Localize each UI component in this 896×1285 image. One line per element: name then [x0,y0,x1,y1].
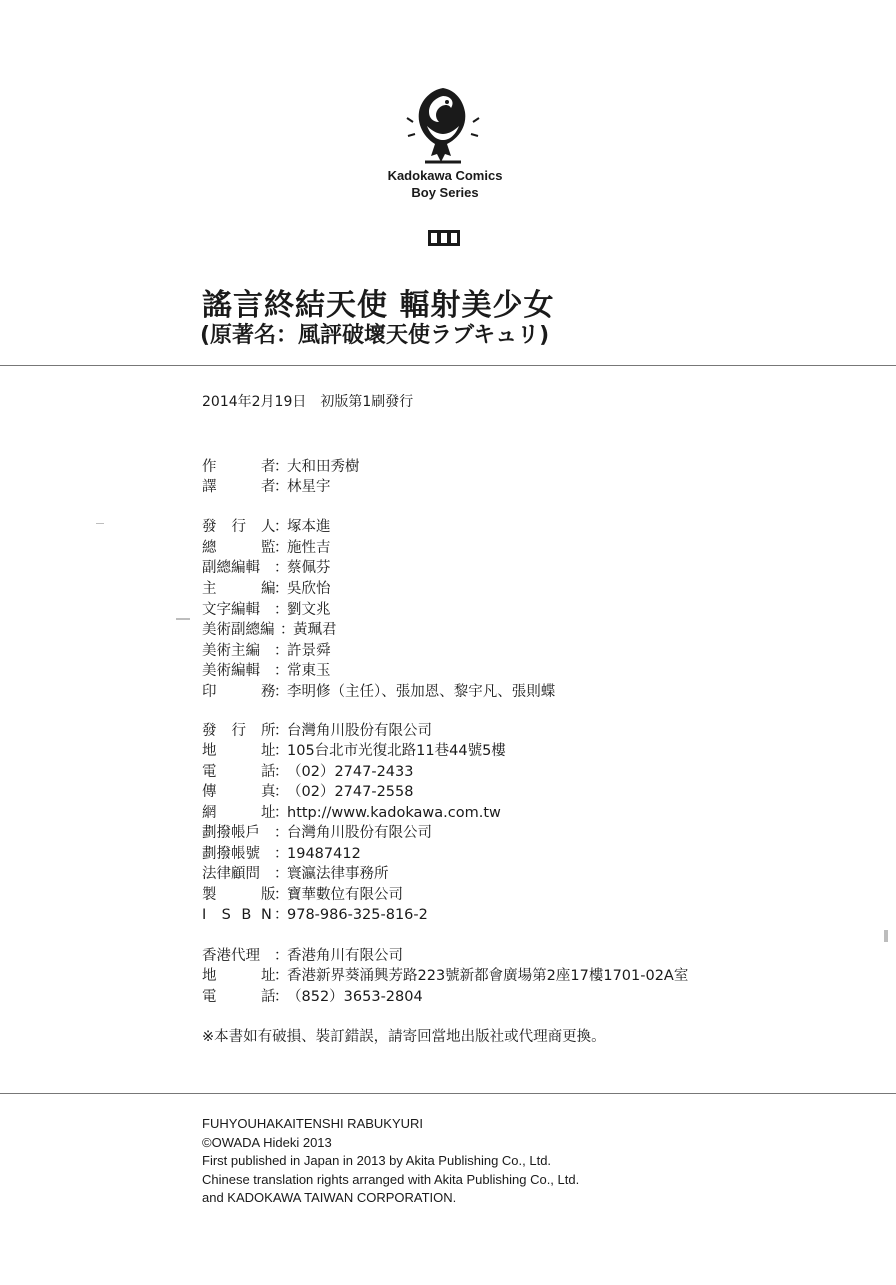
english-line: Chinese translation rights arranged with Akita Publishing Co., Ltd. [202,1171,580,1187]
credit-colon: ： [274,684,289,700]
credit-label-char: 發 [202,723,217,739]
credit-label-char: 行 [231,519,246,535]
credit-label-char: 版 [261,887,276,903]
credit-label-char: 文字編輯 [202,602,260,618]
credit-colon: ： [274,948,289,964]
credit-label-char: 電 [202,764,217,780]
credit-value: 黃珮君 [293,622,337,638]
credit-colon: ： [274,560,289,576]
credit-label-char: 香港代理 [202,948,260,964]
credit-value: 林星宇 [287,479,331,495]
credit-label-char: 址 [261,805,276,821]
credit-label [202,844,289,864]
credit-value: 香港角川有限公司 [287,948,403,964]
credit-colon: ： [274,907,289,923]
credit-colon: ： [274,581,289,597]
series-name-line2: Boy Series [411,185,479,200]
credit-colon: ： [274,764,289,780]
credit-value: 寰瀛法律事務所 [287,866,389,882]
credit-label-char: S [221,907,231,923]
credit-value: 蔡佩芬 [287,560,331,576]
credit-colon: ： [274,743,289,759]
credit-label [202,661,289,681]
credit-label-char: 主 [202,581,217,597]
credit-label-char: 地 [202,743,217,759]
publisher-seal-icon [428,230,460,246]
credit-label-char: I [202,907,207,923]
credit-label-char: 編 [261,581,276,597]
credit-label [202,641,289,661]
edition-line: 2014年2月19日 初版第1刷發行 [202,394,414,410]
credit-colon: ： [274,866,289,882]
credit-value: 吳欣怡 [287,581,331,597]
credit-label-char: 作 [202,459,217,475]
credit-label [202,946,289,966]
english-line: and KADOKAWA TAIWAN CORPORATION. [202,1190,457,1206]
credit-colon: ： [274,784,289,800]
credit-value: 大和田秀樹 [287,459,360,475]
credit-value: 施性吉 [287,540,331,556]
credit-colon: ： [274,479,289,495]
credit-value: 李明修（主任）、張加恩、黎宇凡、張則蝶 [287,684,556,700]
credit-colon: ： [274,519,289,535]
credit-label-char: N [261,907,272,923]
credit-value: 台灣角川股份有限公司 [287,723,432,739]
credit-label-char: 行 [231,723,246,739]
book-title: 謠言終結天使 輻射美少女 [202,288,555,323]
credit-label-char: 總 [202,540,217,556]
credit-value: 香港新界葵涌興芳路223號新都會廣場第2座17樓1701-02A室 [287,968,689,984]
credit-value: （02）2747-2558 [287,784,414,800]
credit-label-char: 址 [261,743,276,759]
credit-label-char: 話 [261,989,276,1005]
credit-label-char: 印 [202,684,217,700]
credit-label-char: 址 [261,968,276,984]
credit-colon: ： [274,663,289,679]
original-title: (原著名：風評破壞天使ラブキュリ) [200,323,550,348]
credit-label-char: 製 [202,887,217,903]
series-name-line1: Kadokawa Comics [387,168,503,183]
english-line: FUHYOUHAKAITENSHI RABUKYURI [202,1116,424,1131]
credit-value: 許景舜 [287,643,331,659]
english-line: First published in Japan in 2013 by Akita Publishing Co., Ltd. [202,1153,552,1169]
credit-value: 劉文兆 [287,602,331,618]
credit-colon: ： [274,825,289,841]
credit-value: 台灣角川股份有限公司 [287,825,432,841]
credit-label [202,823,289,843]
credit-label [202,620,295,640]
credit-value: （02）2747-2433 [287,764,414,780]
credit-value: 105台北市光復北路11巷44號5樓 [287,743,506,759]
credit-label-char: 發 [202,519,217,535]
divider-top [0,365,896,366]
credit-colon: ： [274,887,289,903]
credit-label [202,558,289,578]
credit-label [202,864,289,884]
scan-speck [884,930,888,942]
credit-label-char: 人 [261,519,276,535]
divider-bottom [0,1093,896,1094]
credit-colon: ： [280,622,295,638]
credit-label-char: 傳 [202,784,217,800]
credit-label-char: 地 [202,968,217,984]
credit-label-char: 美術副總編 [202,622,275,638]
credit-value: 978-986-325-816-2 [287,907,428,923]
credit-colon: ： [274,723,289,739]
credit-value: 常東玉 [287,663,331,679]
credit-label-char: 者 [261,459,276,475]
credit-value: 19487412 [287,846,361,862]
credit-label-char: 網 [202,805,217,821]
damage-notice: ※本書如有破損、裝訂錯誤，請寄回當地出版社或代理商更換。 [202,1029,606,1045]
credit-label-char: 電 [202,989,217,1005]
credit-label-char: 者 [261,479,276,495]
credit-colon: ： [274,805,289,821]
credit-label-char: 話 [261,764,276,780]
credit-label-char: 美術主編 [202,643,260,659]
credit-label-char: 監 [261,540,276,556]
phoenix-emblem-icon [405,82,481,168]
credit-label-char: 真 [261,784,276,800]
credit-colon: ： [274,459,289,475]
credit-value: 塚本進 [287,519,331,535]
english-rights-block [202,1115,579,1208]
credit-label-char: 劃撥帳號 [202,846,260,862]
english-line: ©OWADA Hideki 2013 [202,1134,332,1150]
credit-label-char: 美術編輯 [202,663,260,679]
credit-colon: ： [274,643,289,659]
credit-label-char: 劃撥帳戶 [202,825,260,841]
scan-speck [96,523,104,524]
credit-value: （852）3653-2804 [287,989,423,1005]
credit-colon: ： [274,846,289,862]
credit-value: http://www.kadokawa.com.tw [287,805,501,821]
credit-label [202,600,289,620]
credit-label-char: 法律顧問 [202,866,260,882]
credit-label-char: B [241,907,252,923]
credit-colon: ： [274,602,289,618]
credit-label-char: 譯 [202,479,217,495]
scan-speck [176,618,190,620]
credit-label-char: 所 [261,723,276,739]
credit-value: 寶華數位有限公司 [287,887,403,903]
credit-colon: ： [274,989,289,1005]
credit-colon: ： [274,968,289,984]
credit-colon: ： [274,540,289,556]
credit-label-char: 副總編輯 [202,560,260,576]
credit-label-char: 務 [261,684,276,700]
